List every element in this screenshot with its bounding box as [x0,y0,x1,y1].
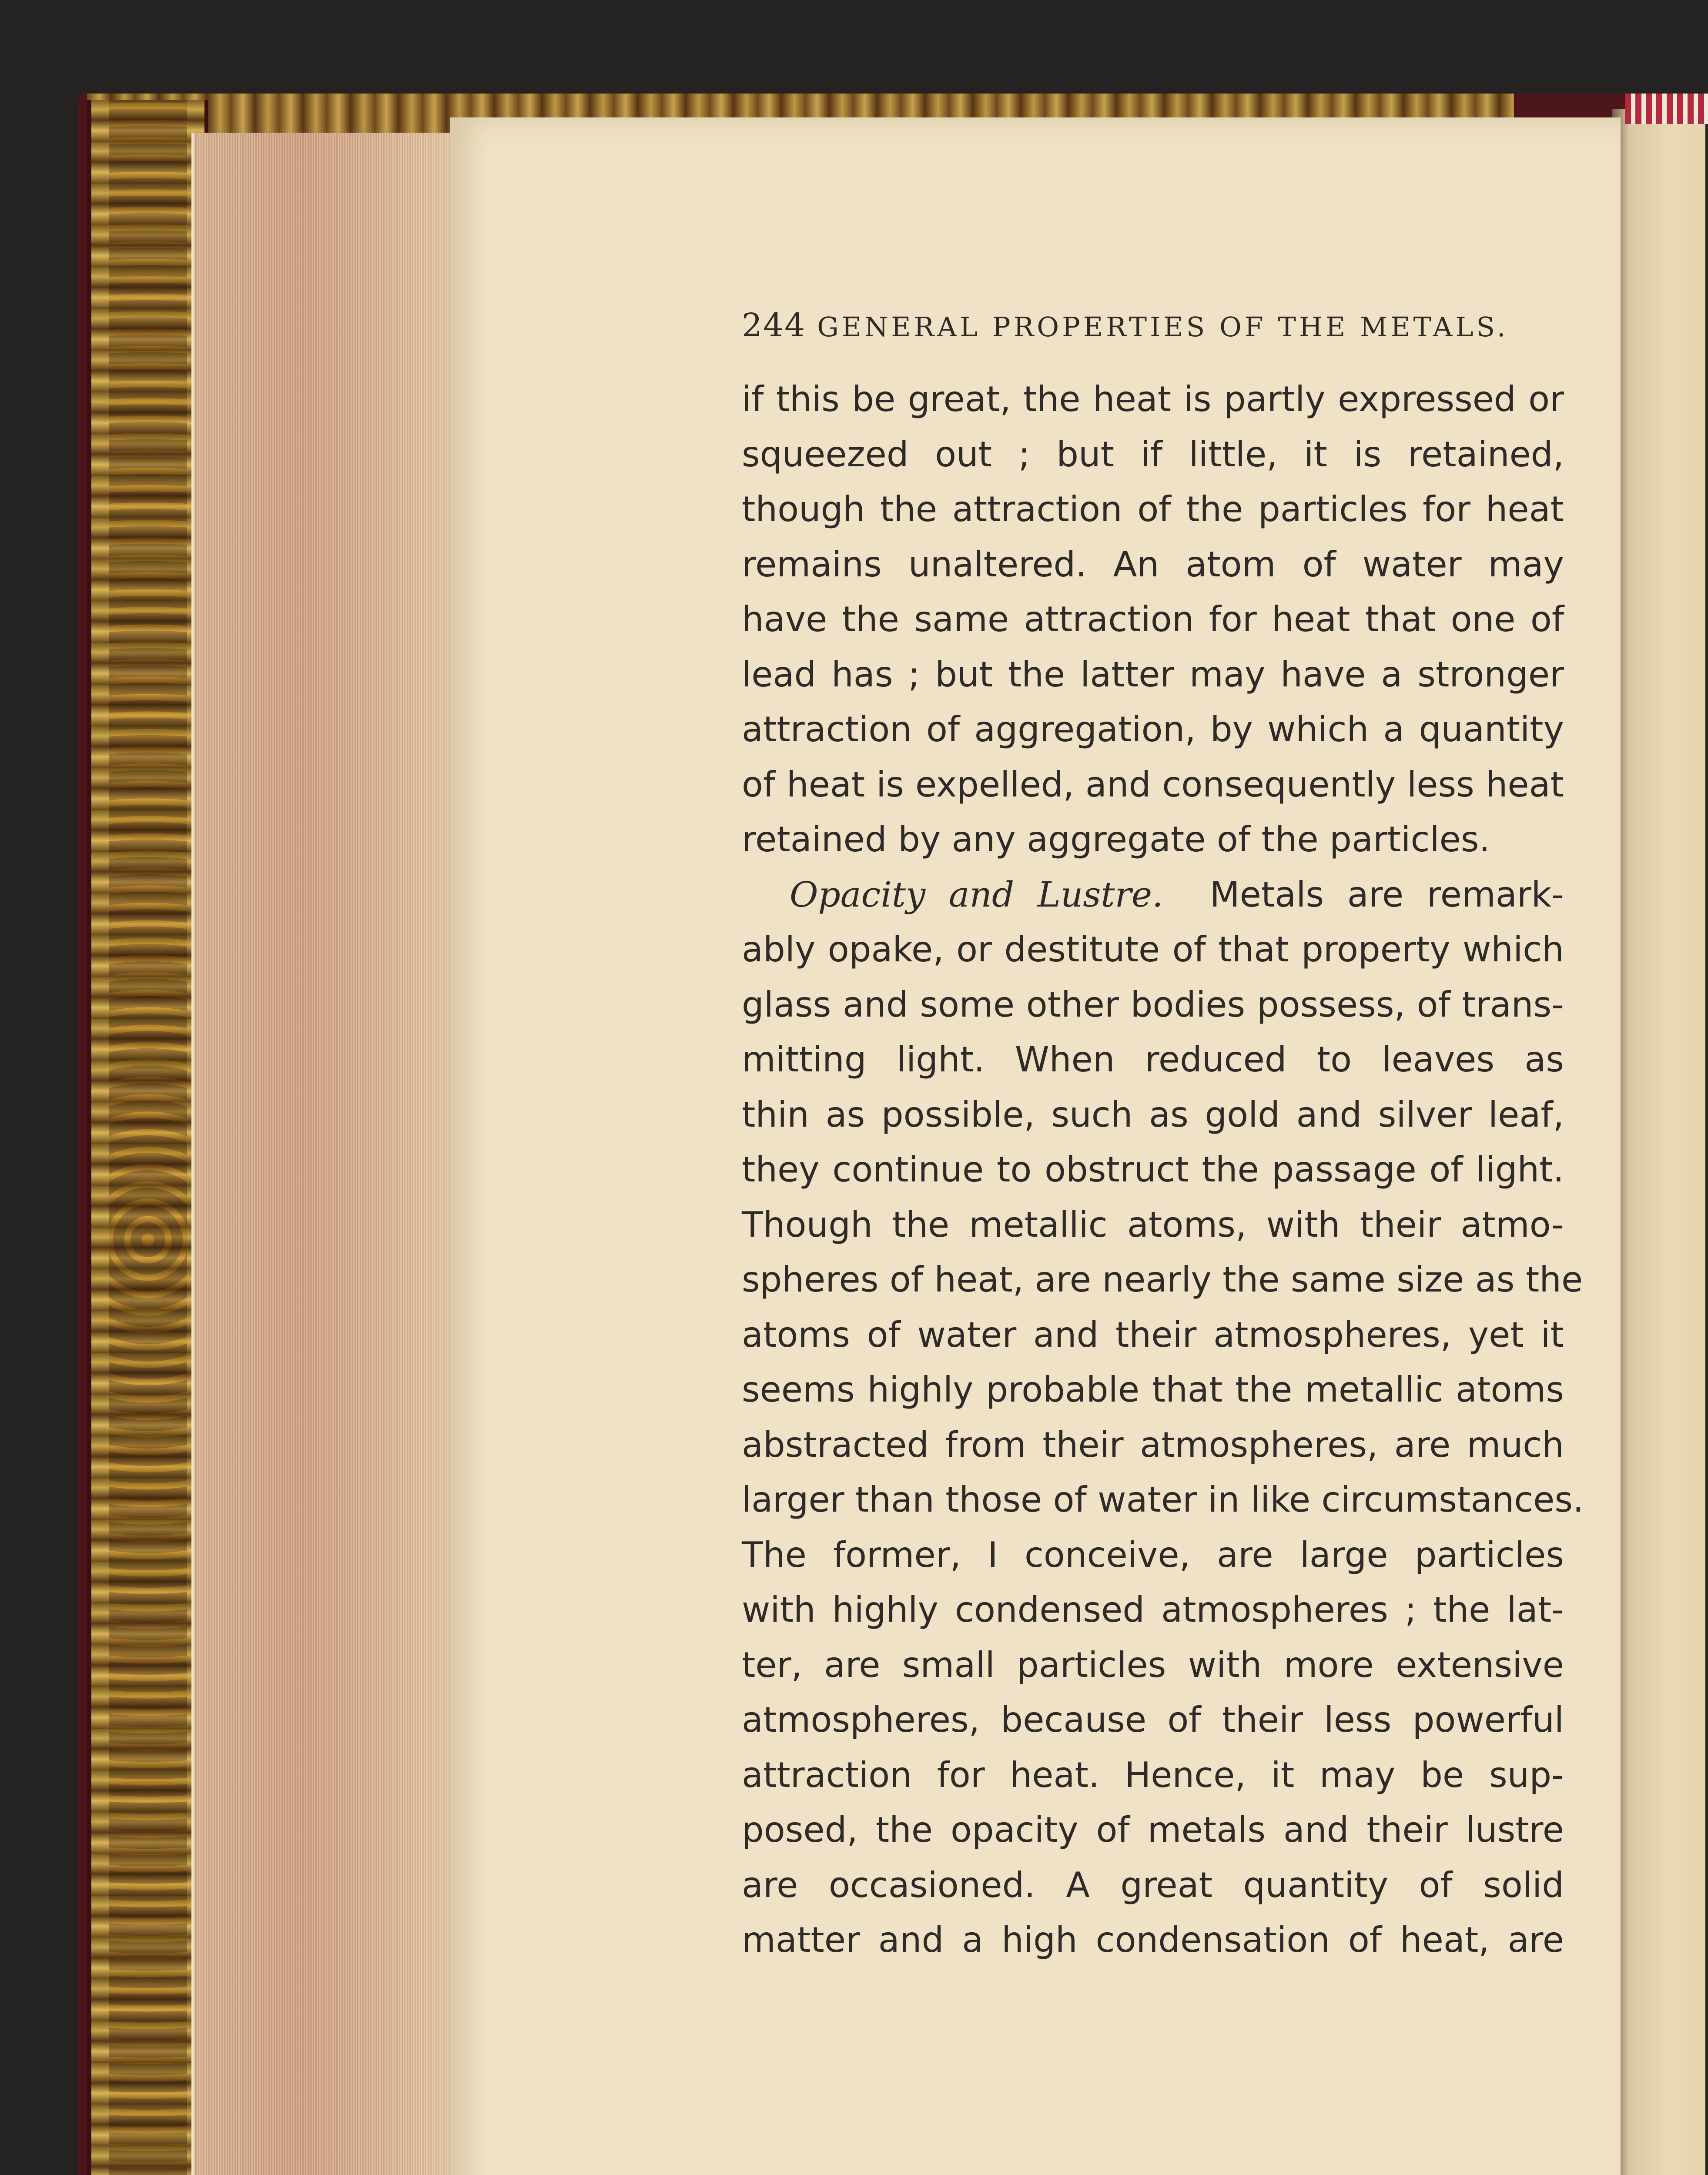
section-heading: Opacity and Lustre. [790,874,1163,915]
section-line [742,867,1564,923]
text-line: seems highly probable that the metallic atoms [742,1369,1564,1410]
text-line: atoms of water and their atmospheres, yet it [742,1314,1564,1355]
text-line: of heat is expelled, and consequently less heat [742,764,1564,805]
body-text [742,372,1584,1968]
text-line: have the same attraction for heat that one of [742,599,1564,639]
text-line: abstracted from their atmospheres, are much [742,1424,1564,1465]
text-line: lead has ; but the latter may have a stronger [742,654,1564,695]
text-line: attraction of aggregation, by which a quantity [742,709,1564,750]
text-line: posed, the opacity of metals and their lustre [742,1810,1564,1850]
text-line: squeezed out ; but if little, it is retained, [742,434,1564,475]
text-line: The former, I conceive, are large particles [742,1534,1564,1575]
text-line: ter, are small particles with more extensive [742,1644,1564,1685]
text-line: atmospheres, because of their less powerful [742,1700,1564,1740]
running-title: GENERAL PROPERTIES OF THE METALS. [817,311,1509,343]
text-line: mitting light. When reduced to leaves as [742,1039,1564,1080]
page-edges [191,133,455,2175]
text-line: remains unaltered. An atom of water may [742,544,1564,585]
ribbon-marker-top [1625,94,1708,124]
page-header [742,307,1509,355]
text-line: they continue to obstruct the passage of light. [742,1149,1564,1190]
text-line: ably opake, or destitute of that property which [742,929,1564,970]
text-line: spheres of heat, are nearly the same size as the [742,1259,1583,1300]
text-line: attraction for heat. Hence, it may be sup- [742,1754,1564,1795]
text-line: glass and some other bodies possess, of trans- [742,984,1564,1025]
text-line: larger than those of water in like circumstances. [742,1479,1584,1520]
text-line: if this be great, the heat is partly expressed or [742,379,1564,419]
facing-page-edge [1612,109,1705,2175]
text-line-fragment: Metals are remark- [1209,874,1564,915]
text-line: though the attraction of the particles for heat [742,489,1564,529]
text-line: thin as possible, such as gold and silver leaf, [742,1094,1564,1135]
text-line: with highly condensed atmospheres ; the lat- [742,1589,1564,1630]
page-number: 244 [742,307,806,344]
gilt-floral-border [87,100,208,2175]
text-line: are occasioned. A great quantity of solid [742,1864,1564,1905]
text-line: retained by any aggregate of the particles. [742,819,1490,860]
text-line: Though the metallic atoms, with their atmo- [742,1204,1564,1245]
text-line: matter and a high condensation of heat, are [742,1920,1564,1960]
